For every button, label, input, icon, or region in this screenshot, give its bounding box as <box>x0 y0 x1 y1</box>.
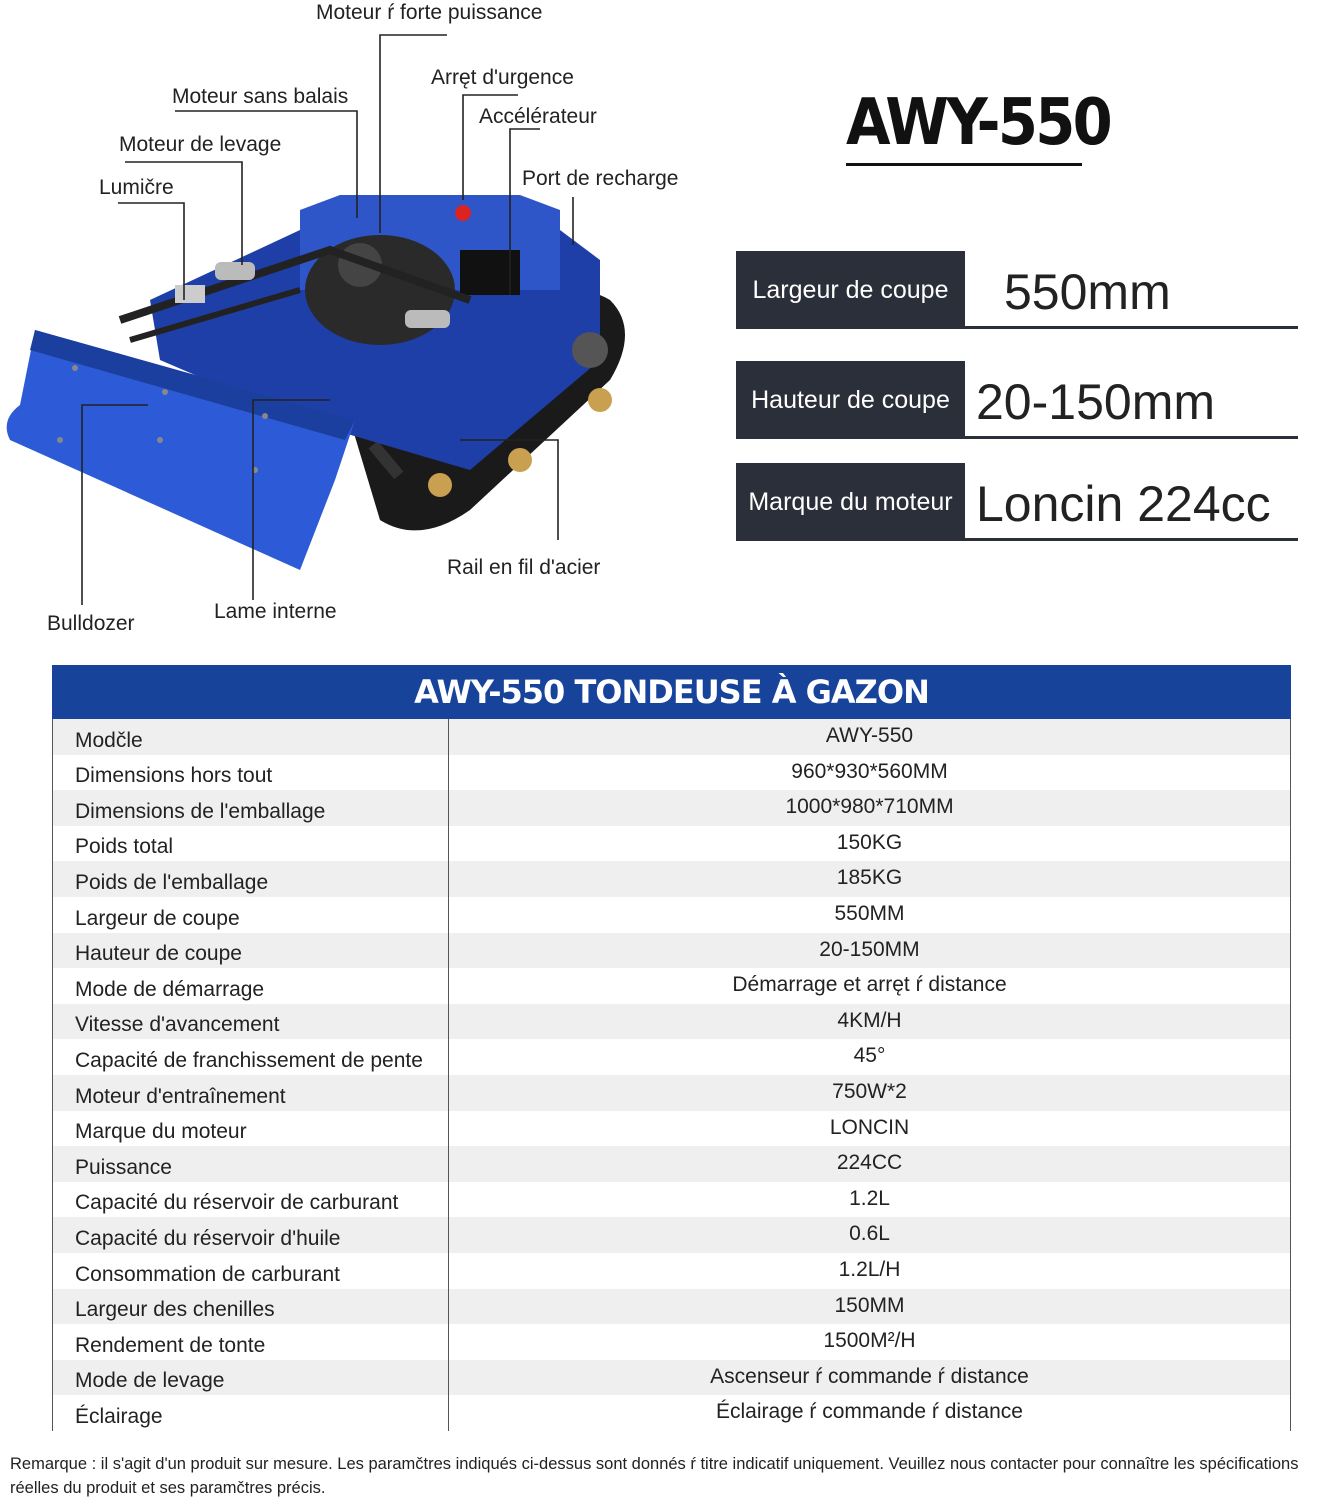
spec-name-cell: Consommation de carburant <box>53 1253 449 1289</box>
mower-illustration <box>0 0 720 650</box>
spec-value-cell: Ascenseur ŕ commande ŕ distance <box>710 1364 1029 1388</box>
table-row <box>53 1395 1290 1431</box>
table-row <box>53 719 1290 755</box>
table-row <box>53 1217 1290 1253</box>
spec-name-cell: Dimensions hors tout <box>53 755 449 791</box>
spec-table <box>52 665 1291 1431</box>
table-row <box>53 1360 1290 1396</box>
table-row <box>53 933 1290 969</box>
table-row <box>53 826 1290 862</box>
table-row <box>53 1039 1290 1075</box>
spec-name-cell: Dimensions de l'emballage <box>53 790 449 826</box>
callout-rail: Rail en fil d'acier <box>447 556 601 579</box>
table-row <box>53 1111 1290 1147</box>
key-spec-value: 550mm <box>1004 264 1171 320</box>
callout-arret-urgence: Arręt d'urgence <box>431 66 574 89</box>
callout-port-recharge: Port de recharge <box>522 167 679 190</box>
key-spec-value: 20-150mm <box>976 374 1215 430</box>
spec-name-cell: Capacité de franchissement de pente <box>53 1039 449 1075</box>
spec-value-cell: 550MM <box>834 901 905 925</box>
key-spec-engine-brand <box>736 463 1298 541</box>
table-row <box>53 1075 1290 1111</box>
spec-table-title: AWY-550 TONDEUSE À GAZON <box>52 665 1291 719</box>
emergency-stop <box>455 205 471 221</box>
spec-value-cell: 750W*2 <box>832 1079 907 1103</box>
key-spec-label: Largeur de coupe <box>736 251 965 329</box>
spec-value-cell: 224CC <box>836 1151 903 1175</box>
spec-value-cell: Démarrage et arręt ŕ distance <box>732 973 1007 997</box>
spec-value-cell: 20-150MM <box>819 937 920 961</box>
model-title: AWY-550 <box>846 86 1111 160</box>
table-row <box>53 790 1290 826</box>
spec-name-cell: Moteur d'entraînement <box>53 1075 449 1111</box>
callout-lame-interne: Lame interne <box>214 600 337 623</box>
table-row <box>53 968 1290 1004</box>
spec-value-cell: 185KG <box>836 866 903 890</box>
spec-value-cell: 1500M²/H <box>823 1329 916 1353</box>
spec-name-cell: Poids de l'emballage <box>53 861 449 897</box>
spec-value-cell: AWY-550 <box>825 724 914 747</box>
table-row <box>53 897 1290 933</box>
table-row <box>53 755 1290 791</box>
key-spec-label: Hauteur de coupe <box>736 361 965 439</box>
spec-name-cell: Hauteur de coupe <box>53 933 449 969</box>
spec-value-cell: 4KM/H <box>837 1008 902 1032</box>
spec-value-cell: 150KG <box>836 830 903 854</box>
callout-accelerateur: Accélérateur <box>479 105 597 128</box>
spec-name-cell: Capacité du réservoir de carburant <box>53 1182 449 1218</box>
key-spec-label: Marque du moteur <box>736 463 965 541</box>
spec-name-cell: Capacité du réservoir d'huile <box>53 1217 449 1253</box>
spec-value-cell: 960*930*560MM <box>791 759 948 783</box>
spec-name-cell: Largeur des chenilles <box>53 1289 449 1325</box>
spec-value-cell: 1.2L/H <box>838 1257 901 1281</box>
key-spec-value: Loncin 224cc <box>976 476 1271 532</box>
spec-name-cell: Mode de levage <box>53 1360 449 1396</box>
spec-name-cell: Puissance <box>53 1146 449 1182</box>
spec-name-cell: Largeur de coupe <box>53 897 449 933</box>
callout-moteur-levage: Moteur de levage <box>119 133 282 156</box>
remark-note: Remarque : il s'agit d'un produit sur mesure. Les paramčtres indiqués ci-dessus sont donnés ŕ titre indicatif uniquement. Veuillez nous contacter pour connaître les spécifications réelles du produit et ses paramčtres précis. <box>10 1455 1299 1497</box>
spec-value-cell: 45° <box>853 1044 886 1068</box>
table-row <box>53 1324 1290 1360</box>
spec-value-cell: 1.2L <box>849 1186 890 1210</box>
spec-name-cell: Marque du moteur <box>53 1111 449 1147</box>
callout-bulldozer: Bulldozer <box>47 612 135 635</box>
spec-name-cell: Modčle <box>53 719 449 755</box>
key-spec-cut-width <box>736 251 1298 329</box>
key-spec-cut-height <box>736 361 1298 439</box>
callout-lumiere: Lumičre <box>99 176 174 199</box>
spec-value-cell: 1000*980*710MM <box>785 795 954 819</box>
spec-name-cell: Poids total <box>53 826 449 862</box>
spec-value-cell: LONCIN <box>829 1115 910 1139</box>
table-row <box>53 1004 1290 1040</box>
table-row <box>53 1289 1290 1325</box>
table-row <box>53 861 1290 897</box>
spec-name-cell: Rendement de tonte <box>53 1324 449 1360</box>
model-title-underline <box>846 163 1082 166</box>
table-row <box>53 1253 1290 1289</box>
callout-moteur-forte-puissance: Moteur ŕ forte puissance <box>316 1 543 24</box>
table-row <box>53 1146 1290 1182</box>
table-row <box>53 1182 1290 1218</box>
spec-table-body <box>52 719 1291 1431</box>
spec-name-cell: Mode de démarrage <box>53 968 449 1004</box>
spec-name-cell: Éclairage <box>53 1395 449 1431</box>
spec-value-cell: 150MM <box>834 1293 905 1317</box>
callout-moteur-sans-balais: Moteur sans balais <box>172 85 349 108</box>
spec-name-cell: Vitesse d'avancement <box>53 1004 449 1040</box>
spec-value-cell: 0.6L <box>849 1222 890 1246</box>
spec-value-cell: Éclairage ŕ commande ŕ distance <box>716 1400 1023 1424</box>
